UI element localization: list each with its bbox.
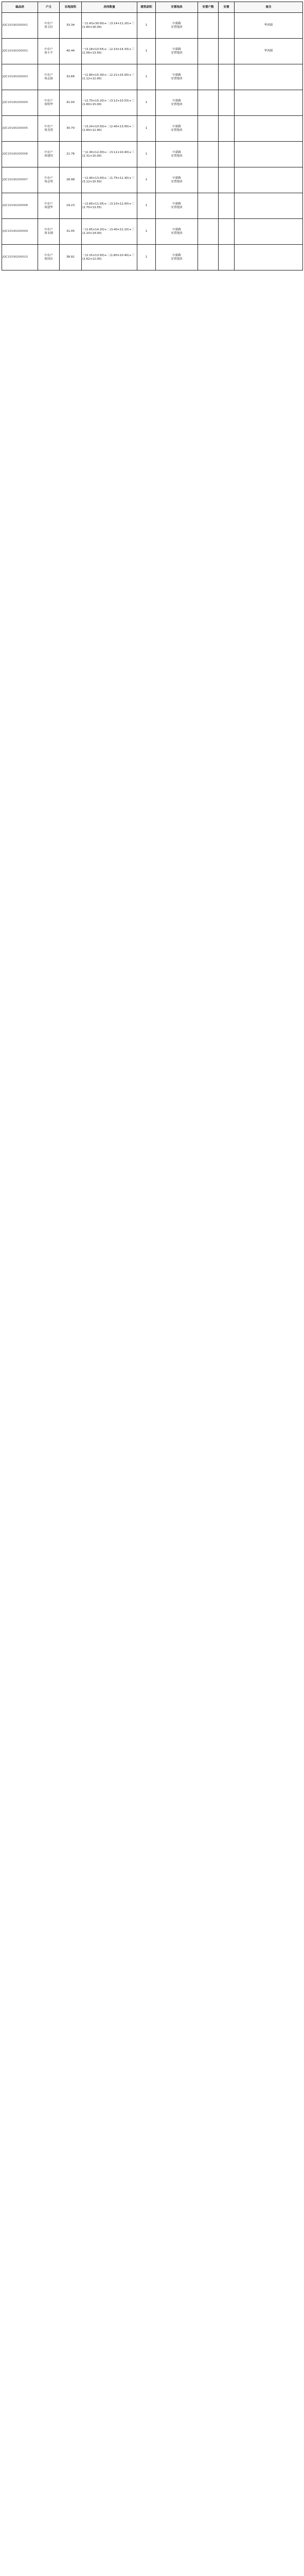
cell-code: JQC20190200007 bbox=[2, 167, 38, 193]
cell-place: 中新路 安置地块 bbox=[156, 245, 198, 270]
cell-count bbox=[198, 219, 219, 245]
cell-place: 中新路 安置地块 bbox=[156, 64, 198, 90]
cell-rooms: 1 bbox=[137, 39, 156, 64]
table-row bbox=[2, 13, 303, 39]
cell-note bbox=[235, 64, 303, 90]
cell-code: JQC20190200005 bbox=[2, 116, 38, 142]
table-header-row bbox=[2, 2, 303, 13]
cell-note bbox=[235, 116, 303, 142]
header-code: 编品码 bbox=[2, 2, 38, 13]
cell-owner: 中农户 周永刚 bbox=[38, 219, 60, 245]
table-row bbox=[2, 39, 303, 64]
cell-place: 中新路 安置地块 bbox=[156, 39, 198, 64]
cell-area: 30.70 bbox=[60, 116, 82, 142]
cell-code: JQC20190200008 bbox=[2, 193, 38, 219]
cell-flag bbox=[219, 13, 235, 39]
cell-place: 中新路 安置地块 bbox=[156, 193, 198, 219]
cell-owner: 中农户 周志强 bbox=[38, 64, 60, 90]
cell-flag bbox=[219, 219, 235, 245]
header-rooms: 建筑面积 bbox=[137, 2, 156, 13]
cell-owner: 中农户 周光明 bbox=[38, 116, 60, 142]
table-row bbox=[2, 219, 303, 245]
header-note: 备注 bbox=[235, 2, 303, 13]
cell-count bbox=[198, 245, 219, 270]
cell-detail: 一(2.15×13.50)+二(1.80×10.40)+三(2.62×12.00) bbox=[82, 245, 137, 270]
cell-rooms: 1 bbox=[137, 90, 156, 116]
cell-note bbox=[235, 90, 303, 116]
cell-detail: 一(2.30×12.00)+二(3.11×10.40)+三(2.31×15.00) bbox=[82, 142, 137, 167]
cell-flag bbox=[219, 245, 235, 270]
table-row bbox=[2, 245, 303, 270]
header-area: 宗地面积 bbox=[60, 2, 82, 13]
cell-count bbox=[198, 142, 219, 167]
table-row bbox=[2, 64, 303, 90]
header-flag: 安置 bbox=[219, 2, 235, 13]
cell-flag bbox=[219, 90, 235, 116]
cell-count bbox=[198, 13, 219, 39]
table-row bbox=[2, 167, 303, 193]
cell-owner: 中农户 周建国 bbox=[38, 142, 60, 167]
cell-flag bbox=[219, 142, 235, 167]
cell-count bbox=[198, 167, 219, 193]
cell-area: 41.00 bbox=[60, 90, 82, 116]
cell-rooms: 1 bbox=[137, 64, 156, 90]
cell-rooms: 1 bbox=[137, 193, 156, 219]
cell-note bbox=[235, 167, 303, 193]
cell-code: JQC20190200009 bbox=[2, 219, 38, 245]
cell-owner: 中农户 周文信 bbox=[38, 13, 60, 39]
cell-flag bbox=[219, 39, 235, 64]
cell-note: 华西镇 bbox=[235, 39, 303, 64]
cell-detail: 一(2.60×11.05)+二(3.10×12.00)+三(2.70×13.55) bbox=[82, 193, 137, 219]
cell-code: JQC20190200010 bbox=[2, 245, 38, 270]
cell-code: JQC20190200006 bbox=[2, 142, 38, 167]
cell-area: 31.05 bbox=[60, 219, 82, 245]
cell-rooms: 1 bbox=[137, 142, 156, 167]
cell-flag bbox=[219, 64, 235, 90]
cell-detail: 一(3.18×10.55)+二(2.10×14.33)+三(1.56×13.50) bbox=[82, 39, 137, 64]
cell-rooms: 1 bbox=[137, 245, 156, 270]
cell-rooms: 1 bbox=[137, 116, 156, 142]
cell-note bbox=[235, 193, 303, 219]
cell-code: JQC20190200004 bbox=[2, 90, 38, 116]
cell-owner: 中农户 周国庆 bbox=[38, 245, 60, 270]
cell-code: JQC20190200002 bbox=[2, 39, 38, 64]
cell-rooms: 1 bbox=[137, 167, 156, 193]
cell-detail: 一(2.70×15.20)+二(3.12×10.53)+三(1.60×15.00) bbox=[82, 90, 137, 116]
cell-count bbox=[198, 64, 219, 90]
table-body bbox=[2, 13, 303, 270]
header-count: 安置户数 bbox=[198, 2, 219, 13]
cell-area: 40.44 bbox=[60, 39, 82, 64]
cell-place: 中新路 安置地块 bbox=[156, 142, 198, 167]
cell-code: JQC20190200001 bbox=[2, 13, 38, 39]
cell-rooms: 1 bbox=[137, 13, 156, 39]
header-owner: 户主 bbox=[38, 2, 60, 13]
cell-count bbox=[198, 90, 219, 116]
cell-owner: 中农户 周小平 bbox=[38, 39, 60, 64]
cell-flag bbox=[219, 193, 235, 219]
cell-area: 28.98 bbox=[60, 167, 82, 193]
data-table bbox=[2, 2, 303, 270]
cell-rooms: 1 bbox=[137, 219, 156, 245]
table-row bbox=[2, 116, 303, 142]
cell-place: 中新路 安置地块 bbox=[156, 167, 198, 193]
cell-flag bbox=[219, 116, 235, 142]
cell-place: 中新路 安置地块 bbox=[156, 116, 198, 142]
cell-place: 中新路 安置地块 bbox=[156, 219, 198, 245]
cell-owner: 中农户 周志明 bbox=[38, 167, 60, 193]
cell-area: 19.23 bbox=[60, 193, 82, 219]
cell-area: 21.76 bbox=[60, 142, 82, 167]
cell-place: 中新路 安置地块 bbox=[156, 13, 198, 39]
cell-note bbox=[235, 245, 303, 270]
table-row bbox=[2, 193, 303, 219]
header-place: 安置地块 bbox=[156, 2, 198, 13]
cell-detail: 一(1.80×15.30)+二(2.21×15.00)+三(1.12×12.00) bbox=[82, 64, 137, 90]
cell-detail: 一(3.24×10.50)+二(2.40×13.00)+三(1.60×12.40) bbox=[82, 116, 137, 142]
header-detail: 房间数量 bbox=[82, 2, 137, 13]
cell-area: 33.34 bbox=[60, 13, 82, 39]
cell-note bbox=[235, 142, 303, 167]
cell-note bbox=[235, 219, 303, 245]
cell-place: 中新路 安置地块 bbox=[156, 90, 198, 116]
cell-owner: 中农户 周建华 bbox=[38, 193, 60, 219]
cell-flag bbox=[219, 167, 235, 193]
cell-note: 华西镇 bbox=[235, 13, 303, 39]
cell-count bbox=[198, 193, 219, 219]
cell-detail: 一(1.65×14.20)+二(3.40×12.10)+三(2.10×14.00) bbox=[82, 219, 137, 245]
cell-count bbox=[198, 116, 219, 142]
cell-code: JQC20190200003 bbox=[2, 64, 38, 90]
table-row bbox=[2, 142, 303, 167]
cell-area: 33.66 bbox=[60, 64, 82, 90]
table-row bbox=[2, 90, 303, 116]
cell-detail: 一(1.43×30.00)+二(3.14×11.20)+三(1.60×16.00) bbox=[82, 13, 137, 39]
cell-owner: 中农户 周明华 bbox=[38, 90, 60, 116]
cell-area: 38.91 bbox=[60, 245, 82, 270]
cell-count bbox=[198, 39, 219, 64]
cell-detail: 一(2.40×13.00)+二(1.75×11.30)+三(3.12×10.50) bbox=[82, 167, 137, 193]
